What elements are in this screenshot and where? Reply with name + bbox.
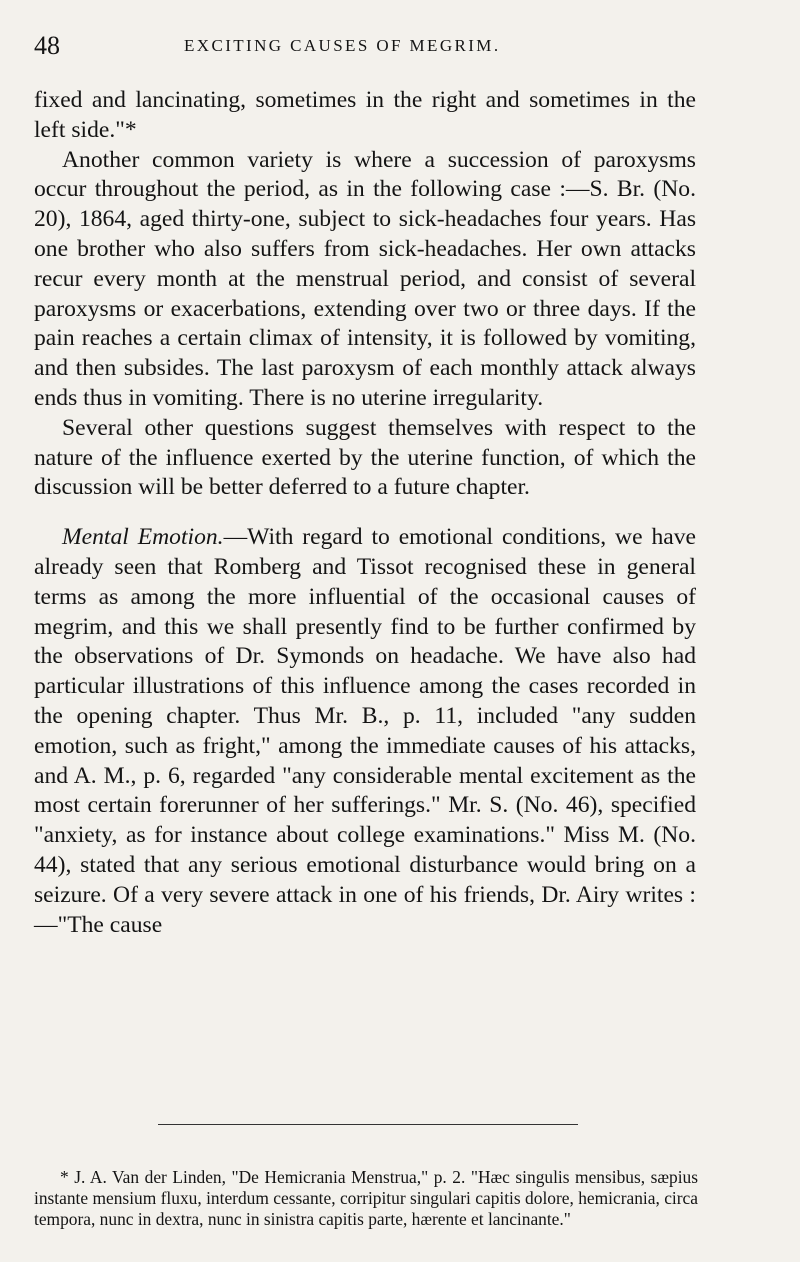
section-text: —With regard to emotional conditions, we have already seen that Romberg and Tissot recognised these in general terms as among the more influential of the occasional causes of megrim, and this we shall presently find to be further confirmed by the observations of Dr. Symonds on headache. We have also had particular illustrations of this influence among the cases recorded in the opening chapter. Thus Mr. B., p. 11, included "any sudden emotion, such as fright," among the immediate causes of his attacks, and A. M., p. 6, regarded "any considerable mental excitement as the most certain forerunner of her sufferings." Mr. S. (No. 46), specified "anxiety, as for instance about college examinations." Miss M. (No. 44), stated that any serious emotional disturbance would bring on a seizure. Of a very severe attack in one of his friends, Dr. Airy writes :—"The cause bbox=[34, 524, 696, 938]
footnote-divider bbox=[158, 1124, 578, 1125]
paragraph-continuation: fixed and lancinating, sometimes in the right and sometimes in the left side."* bbox=[34, 87, 696, 143]
page-header bbox=[34, 26, 696, 66]
body-text bbox=[34, 86, 696, 940]
paragraph-case-report: Another common variety is where a succession of paroxysms occur throughout the period, as in the following case :—S. Br. (No. 20), 1864, aged thirty-one, subject to sick-headaches four years. Has one brother who also suffers from sick-headaches. Her own attacks recur every month at the menstrual period, and consist of several paroxysms or exacerbations, extending over two or three days. If the pain reaches a certain climax of intensity, it is followed by vomiting, and then subsides. The last paroxysm of each monthly attack always ends thus in vomiting. There is no uterine irregularity. bbox=[34, 146, 696, 411]
section-heading: Mental Emotion. bbox=[62, 524, 224, 551]
page-number: 48 bbox=[34, 31, 60, 60]
footnote: * J. A. Van der Linden, "De Hemicrania Menstrua," p. 2. "Hæc singulis mensibus, sæpius instante mensium fluxu, interdum cessante, corripitur singulari capitis dolore, hemicrania, circa tempora, nunc in dextra, nunc in sinistra capitis parte, hærente et lancinante." bbox=[34, 1167, 698, 1230]
section-mental-emotion bbox=[34, 523, 696, 940]
running-head: EXCITING CAUSES OF MEGRIM. bbox=[184, 36, 501, 55]
paragraph-uterine-function: Several other questions suggest themselves with respect to the nature of the influence exerted by the uterine function, of which the discussion will be better deferred to a future chapter. bbox=[34, 414, 696, 501]
